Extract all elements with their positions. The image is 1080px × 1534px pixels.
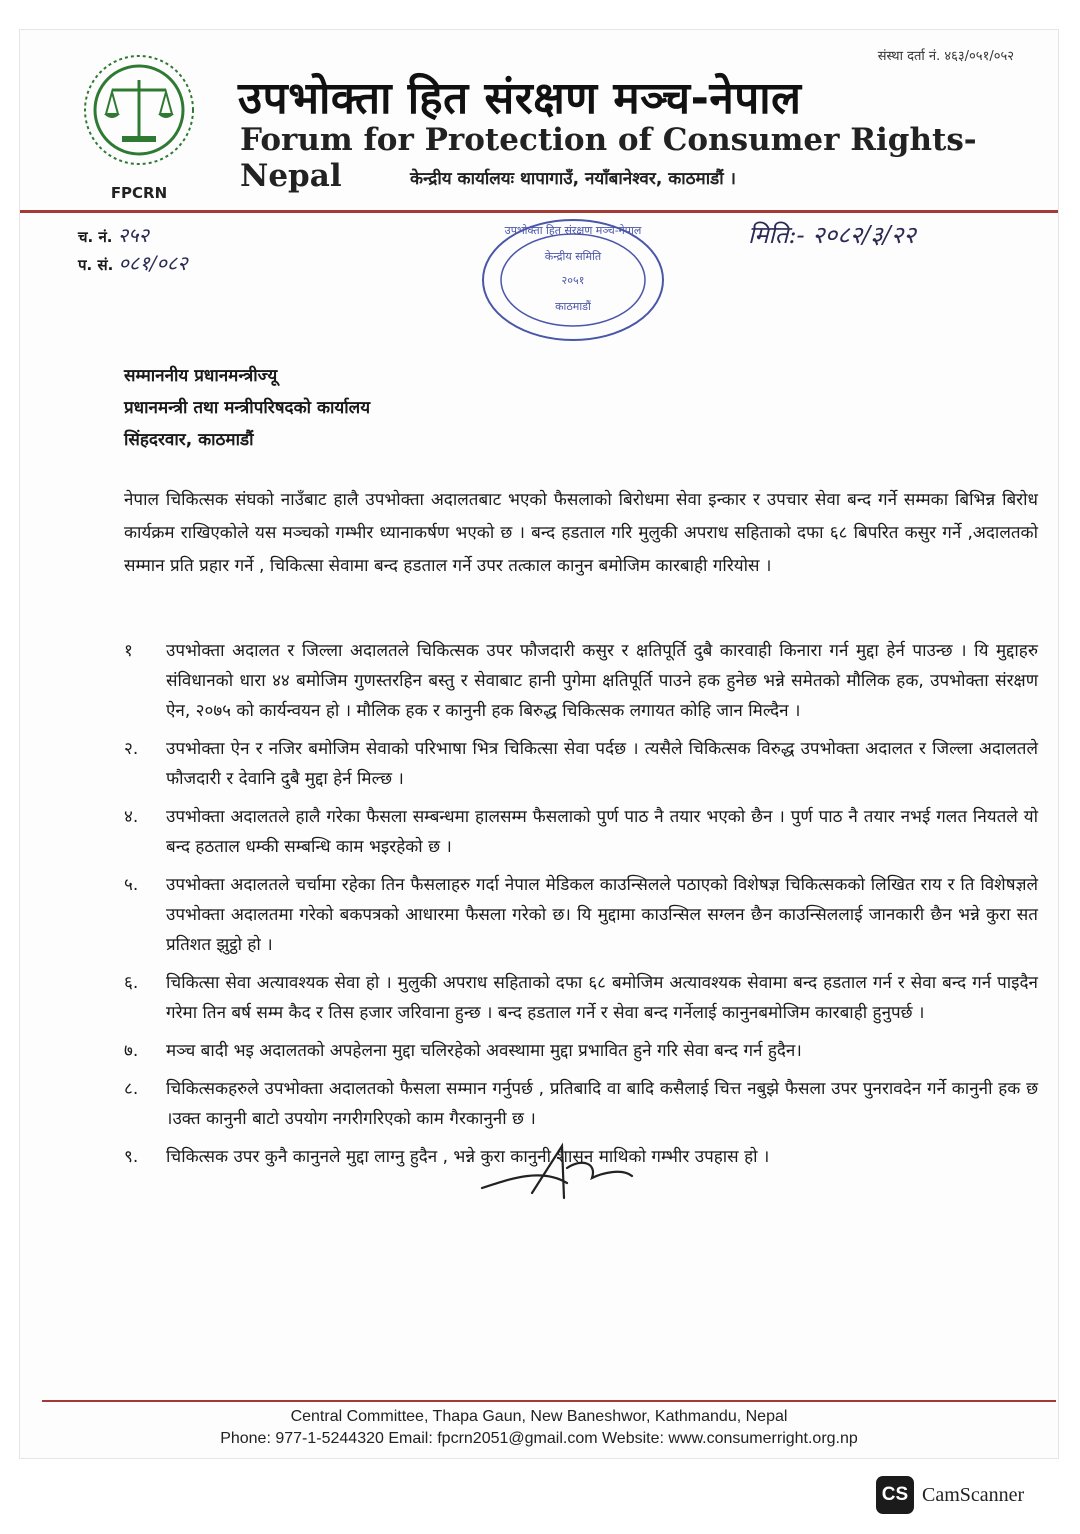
header-divider: [20, 210, 1058, 213]
reference-numbers: [78, 222, 188, 278]
point-number: ९.: [124, 1147, 139, 1167]
point-text: चिकित्सा सेवा अत्यावश्यक सेवा हो । मुलुकी अपराध सहिताको दफा ६८ बमोजिम अत्यावश्यक सेवामा बन्द हडताल गर्न र सेवा बन्द गर्न पाइदैन गरेमा तिन बर्ष सम्म कैद र तिस हजार जरिवाना हुन्छ । बन्द हडताल गर्ने र सेवा बन्द गर्नेलाई कानुनबमोजिम कारबाही हुनुपर्छ ।: [166, 973, 1038, 1023]
point-text: उपभोक्ता अदालत र जिल्ला अदालतले चिकित्सक उपर फौजदारी कसुर र क्षतिपूर्ति दुबै कारवाही किनारा गर्न मुद्दा हेर्न पाउन्छ । यि मुद्दाहरु संविधानको धारा ४४ बमोजिम गुणस्तरहिन बस्तु र सेवाबाट हानी पुगेमा क्षतिपूर्ति पाउने हक हुनेछ भन्ने समेतको मौलिक हक, उपभोक्ता संरक्षण ऐन, २०७५ को कार्यन्वयन हो । मौलिक हक र कानुनी हक बिरुद्ध चिकित्सक लगायत कोहि जान मिल्दैन ।: [166, 641, 1038, 721]
point-text: उपभोक्ता ऐन र नजिर बमोजिम सेवाको परिभाषा भित्र चिकित्सा सेवा पर्दछ । त्यसैले चिकित्सक विरुद्ध उपभोक्ता अदालत र जिल्ला अदालतले फौजदारी र देवानि दुबै मुद्दा हेर्न मिल्छ ।: [166, 739, 1038, 789]
footer-contact: Phone: 977-1-5244320 Email: fpcrn2051@gmail.com Website: www.consumerright.org.np: [220, 1430, 858, 1447]
point-number: ७.: [124, 1041, 139, 1061]
point-item: [124, 968, 1038, 1028]
point-item: [124, 802, 1038, 862]
camscanner-logo-icon: CS: [876, 1476, 914, 1514]
point-text: चिकित्सक उपर कुनै कानुनले मुद्दा लाग्नु हुदैन , भन्ने कुरा कानुनी शासन माथिको गम्भीर उपहास हो ।: [166, 1147, 770, 1167]
intro-paragraph: नेपाल चिकित्सक संघको नाउँबाट हालै उपभोक्ता अदालतबाट भएको फैसलाको बिरोधमा सेवा इन्कार र उपचार सेवा बन्द गर्ने सम्मका बिभिन्न बिरोध कार्यक्रम राखिएकोले यस मञ्चको गम्भीर ध्यानाकर्षण भएको छ । बन्द हडताल गरि मुलुकी अपराध सहिताको दफा ६८ बिपरित कसुर गर्ने ,अदालतको सम्मान प्रति प्रहार गर्ने , चिकित्सा सेवामा बन्द हडताल गर्ने उपर तत्काल कानुन बमोजिम कारबाही गरियोस ।: [124, 490, 1038, 576]
points-list: [124, 636, 1038, 1180]
addressee-line-2: प्रधानमन्त्री तथा मन्त्रीपरिषदको कार्यालय: [124, 398, 371, 418]
office-address: केन्द्रीय कार्यालयः थापागाउँ, नयाँबानेश्वर, काठमाडौं ।: [410, 169, 736, 189]
pa-value: ०८१/०८२: [118, 251, 188, 275]
addressee-line-3: सिंहदरवार, काठमाडौं: [124, 430, 254, 450]
point-text: मञ्च बादी भइ अदालतको अपहेलना मुद्दा चलिरहेको अवस्थामा मुद्दा प्रभावित हुने गरि सेवा बन्द गर्न हुदैन।: [166, 1041, 802, 1061]
point-text: चिकित्सकहरुले उपभोक्ता अदालतको फैसला सम्मान गर्नुपर्छ , प्रतिबादि वा बादि कसैलाई चित्त नबुझे फैसला उपर पुनरावदेन गर्ने कानुनी हक छ ।उक्त कानुनी बाटो उपयोग नगरीगरिएको काम गैरकानुनी छ ।: [166, 1079, 1038, 1129]
letter-date: मिति:- २०८२/३/२२: [748, 221, 916, 249]
footer-address: Central Committee, Thapa Gaun, New Baneshwor, Kathmandu, Nepal: [290, 1408, 788, 1425]
camscanner-text: CamScanner: [922, 1483, 1025, 1506]
point-number: ८.: [124, 1079, 139, 1099]
cha-label: च. नं.: [78, 228, 113, 246]
pa-label: प. सं.: [78, 256, 114, 274]
letter-sheet: [20, 30, 1058, 1458]
point-item: [124, 870, 1038, 960]
point-number: ६.: [124, 973, 139, 993]
camscanner-watermark: [876, 1476, 1024, 1514]
fpcrn-logo: [78, 52, 200, 202]
logo-label: FPCRN: [110, 184, 168, 202]
stamp-year: २०५१: [561, 274, 585, 287]
point-item: [124, 1036, 1038, 1066]
stamp-committee: केन्द्रीय समिति: [544, 250, 602, 263]
point-item: [124, 1074, 1038, 1134]
point-number: १: [124, 641, 133, 661]
signature-image: [472, 1138, 652, 1208]
stamp-city: काठमाडौं: [555, 300, 591, 313]
point-number: ५.: [124, 875, 139, 895]
addressee-line-1: सम्माननीय प्रधानमन्त्रीज्यू: [124, 366, 278, 386]
point-text: उपभोक्ता अदालतले हालै गरेका फैसला सम्बन्धमा हालसम्म फैसलाको पुर्ण पाठ नै तयार भएको छैन । पुर्ण पाठ नै तयार नभई गलत नियतले यो बन्द हठताल धम्की सम्बन्धि काम भइरहेको छ ।: [166, 807, 1038, 857]
point-item: [124, 734, 1038, 794]
cha-value: २५२: [117, 223, 149, 247]
org-title-english: Forum for Protection of Consumer Rights-Nepal: [240, 122, 977, 194]
point-text: उपभोक्ता अदालतले चर्चामा रहेका तिन फैसलाहरु गर्दा नेपाल मेडिकल काउन्सिलले पठाएको विशेषज्ञ चिकित्सकको लिखित राय र ति विशेषज्ञले उपभोक्ता अदालतमा गरेको बकपत्रको आधारमा फैसला गरेको छ। यि मुद्दामा काउन्सिल सग्लन छैन काउन्सिललाई जानकारी छैन भन्ने कुरा सत प्रतिशत झुट्ठो हो ।: [166, 875, 1038, 955]
registration-number: संस्था दर्ता नं. ४६३/०५१/०५२: [877, 49, 1014, 64]
point-number: २.: [124, 739, 139, 759]
point-item: [124, 636, 1038, 726]
point-number: ४.: [124, 807, 139, 827]
org-title-nepali: उपभोक्ता हित संरक्षण मञ्च-नेपाल: [238, 73, 802, 124]
office-stamp: [478, 216, 668, 344]
footer-divider: [42, 1400, 1056, 1402]
addressee-block: [124, 360, 370, 456]
stamp-org: उपभोक्ता हित संरक्षण मञ्च-नेपाल: [504, 224, 642, 237]
